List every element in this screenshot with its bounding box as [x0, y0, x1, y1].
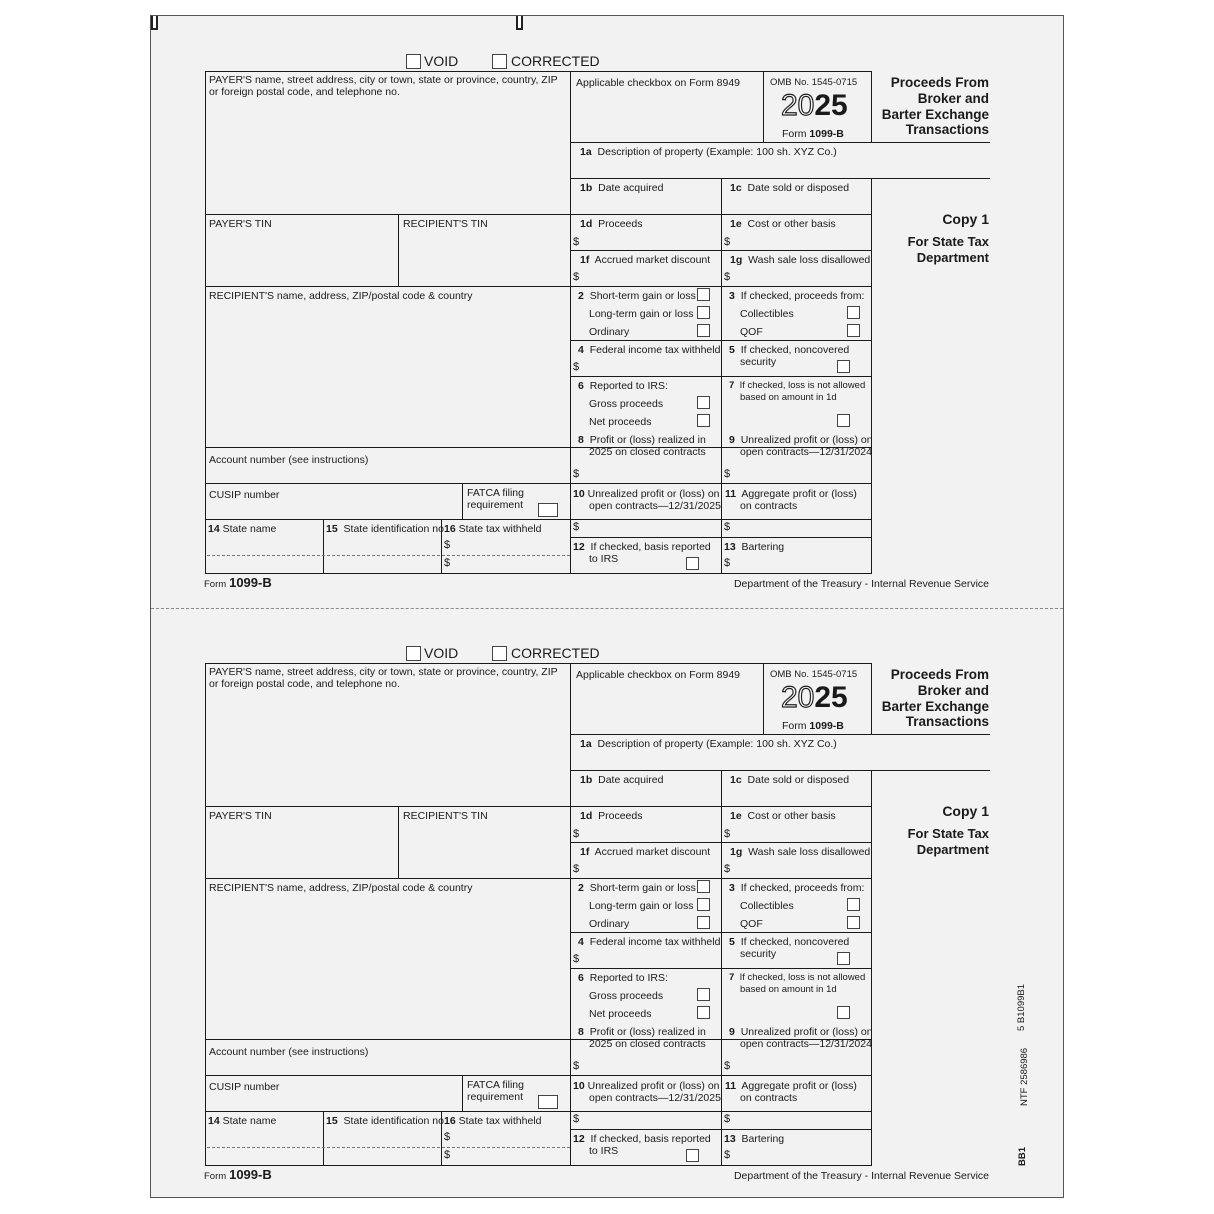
form-rule-line [205, 214, 872, 215]
form-title-3: Barter Exchange [881, 107, 989, 122]
fatca-label-2: requirement [467, 1091, 524, 1103]
form-rule-line [570, 842, 872, 843]
corrected-label: CORRECTED [511, 53, 600, 69]
form-rule-line [205, 286, 872, 287]
box-2-label: 2 Short-term gain or loss [578, 290, 696, 302]
box-3-label: 3 If checked, proceeds from: [729, 290, 865, 302]
box-5-label: 5 If checked, noncovered [729, 936, 850, 948]
box-8-label-2: 2025 on closed contracts [589, 1038, 706, 1050]
form-title-4: Transactions [905, 122, 989, 137]
box-4-label: 4 Federal income tax withheld [578, 936, 721, 948]
form-title-2: Broker and [917, 91, 989, 106]
qof-label: QOF [740, 918, 763, 930]
gross-proceeds-checkbox[interactable] [697, 396, 710, 409]
box-9-label-2: open contracts—12/31/2024 [740, 1038, 872, 1050]
box-16-dollar-1: $ [444, 1131, 451, 1143]
form-rule-line [398, 214, 399, 286]
collectibles-checkbox[interactable] [847, 306, 860, 319]
form-rule-line [205, 1075, 872, 1076]
box-16-label: 16 State tax withheld [444, 1115, 542, 1127]
side-code-primary: 5 B1099B1 [1016, 983, 1027, 1031]
box-10-dollar: $ [573, 521, 580, 533]
form-rule-line [205, 663, 570, 664]
form-rule-line [570, 537, 872, 538]
form-rule-line [205, 71, 570, 72]
box-1d-label: 1d Proceeds [580, 810, 643, 822]
form-rule-line [323, 1111, 324, 1166]
box-11-dollar: $ [724, 521, 731, 533]
box-12-label: 12 If checked, basis reported [573, 1133, 711, 1145]
box-1e-label: 1e Cost or other basis [730, 810, 836, 822]
form-copy-bottom [151, 608, 1065, 1188]
copy-label: Copy 1 [942, 803, 989, 819]
basis-reported-checkbox[interactable] [686, 1149, 699, 1162]
form-rule-line [570, 932, 872, 933]
box-6-label: 6 Reported to IRS: [578, 972, 668, 984]
box-10-label: 10 Unrealized profit or (loss) on [573, 488, 720, 500]
box-10-label-2: open contracts—12/31/2025 [589, 1092, 721, 1104]
copy-label: Copy 1 [942, 211, 989, 227]
box-1d-dollar: $ [573, 236, 580, 248]
form-rule-line [570, 770, 990, 771]
box-4-label: 4 Federal income tax withheld [578, 344, 721, 356]
form-rule-line [323, 519, 324, 574]
fatca-checkbox[interactable] [538, 1095, 558, 1109]
box-16-dollar-2: $ [444, 1149, 451, 1161]
box-12-label-2: to IRS [589, 553, 619, 565]
box-4-dollar: $ [573, 953, 580, 965]
box-5-label-2: security [740, 356, 777, 368]
box-7-label-2: based on amount in 1d [740, 984, 837, 995]
box-16-label: 16 State tax withheld [444, 523, 542, 535]
form-title-4: Transactions [905, 714, 989, 729]
form-rule-line [205, 483, 872, 484]
box-1a-label: 1a Description of property (Example: 100 sh. XYZ Co.) [580, 738, 837, 750]
collectibles-label: Collectibles [740, 308, 794, 320]
ordinary-label: Ordinary [589, 918, 630, 930]
box-13-dollar: $ [724, 1149, 731, 1161]
side-code-bb1: BB1 [1017, 1146, 1028, 1166]
box-12-label: 12 If checked, basis reported [573, 541, 711, 553]
short-term-checkbox[interactable] [697, 880, 710, 893]
form-title-1: Proceeds From [890, 667, 989, 682]
payer-name-label: PAYER'S name, street address, city or town, state or province, country, ZIP [209, 666, 558, 678]
qof-label: QOF [740, 326, 763, 338]
box-6-label: 6 Reported to IRS: [578, 380, 668, 392]
copy-description-2: Department [916, 842, 989, 857]
omb-number: OMB No. 1545-0715 [770, 77, 858, 88]
form-rule-line [570, 71, 571, 574]
qof-checkbox[interactable] [847, 324, 860, 337]
collectibles-label: Collectibles [740, 900, 794, 912]
box-8-label-2: 2025 on closed contracts [589, 446, 706, 458]
box-1g-dollar: $ [724, 271, 731, 283]
tax-year: 2025 [781, 89, 848, 122]
long-term-label: Long-term gain or loss [589, 308, 694, 320]
gross-proceeds-checkbox[interactable] [697, 988, 710, 1001]
box-9-label: 9 Unrealized profit or (loss) on [729, 1026, 873, 1038]
form-rule-line [570, 663, 571, 1166]
long-term-label: Long-term gain or loss [589, 900, 694, 912]
form-title-2: Broker and [917, 683, 989, 698]
form-rule-line [763, 71, 764, 143]
long-term-checkbox[interactable] [697, 898, 710, 911]
cusip-label: CUSIP number [209, 1081, 280, 1093]
footer-form-number: Form 1099-B [204, 575, 272, 590]
box-11-label-2: on contracts [740, 1092, 798, 1104]
box-8-dollar: $ [573, 468, 580, 480]
box-15-label: 15 State identification no. [326, 1115, 447, 1127]
footer-form-number: Form 1099-B [204, 1167, 272, 1182]
payer-name-label-2: or foreign postal code, and telephone no. [209, 86, 400, 98]
box-13-label: 13 Bartering [724, 541, 785, 553]
void-label: VOID [424, 645, 459, 661]
box-7-label: 7 If checked, loss is not allowed [729, 972, 866, 983]
account-number-label: Account number (see instructions) [209, 1046, 369, 1058]
basis-reported-checkbox[interactable] [686, 557, 699, 570]
state-divider-line [207, 1147, 570, 1148]
form-rule-line [871, 71, 872, 143]
box-13-dollar: $ [724, 557, 731, 569]
form-rule-line [462, 1075, 463, 1111]
net-proceeds-label: Net proceeds [589, 416, 652, 428]
ordinary-label: Ordinary [589, 326, 630, 338]
account-number-label: Account number (see instructions) [209, 454, 369, 466]
box-1d-label: 1d Proceeds [580, 218, 643, 230]
form-rule-line [205, 806, 872, 807]
ordinary-checkbox[interactable] [697, 324, 710, 337]
gross-proceeds-label: Gross proceeds [589, 990, 664, 1002]
form-rule-line [570, 71, 872, 72]
box-1e-dollar: $ [724, 236, 731, 248]
form-rule-line [570, 1129, 872, 1130]
fatca-checkbox[interactable] [538, 503, 558, 517]
box-8-label: 8 Profit or (loss) realized in [578, 1026, 706, 1038]
form-rule-line [570, 734, 990, 735]
box-1e-label: 1e Cost or other basis [730, 218, 836, 230]
form-rule-line [205, 878, 872, 879]
qof-checkbox[interactable] [847, 916, 860, 929]
box-1c-label: 1c Date sold or disposed [730, 182, 850, 194]
applicable-checkbox-label: Applicable checkbox on Form 8949 [576, 669, 741, 681]
net-proceeds-checkbox[interactable] [697, 414, 710, 427]
box-14-label: 14 State name [208, 1115, 277, 1127]
form-rule-line [570, 142, 990, 143]
form-rule-line [570, 178, 990, 179]
box-1g-label: 1g Wash sale loss disallowed [730, 846, 871, 858]
box-9-dollar: $ [724, 468, 731, 480]
copy-description-1: For State Tax [907, 826, 989, 841]
recipient-tin-label: RECIPIENT'S TIN [403, 810, 488, 822]
corrected-checkbox[interactable] [492, 54, 507, 69]
tax-year: 2025 [781, 681, 848, 714]
form-number-header: Form 1099-B [782, 128, 844, 140]
footer-department: Department of the Treasury - Internal Revenue Service [733, 578, 989, 590]
payer-tin-label: PAYER'S TIN [209, 218, 272, 230]
form-rule-line [205, 71, 206, 574]
loss-not-allowed-checkbox[interactable] [837, 414, 850, 427]
form-rule-line [570, 663, 872, 664]
form-rule-line [763, 663, 764, 735]
corrected-label: CORRECTED [511, 645, 600, 661]
box-1b-label: 1b Date acquired [580, 774, 664, 786]
box-9-dollar: $ [724, 1060, 731, 1072]
gross-proceeds-label: Gross proceeds [589, 398, 664, 410]
form-rule-line [462, 483, 463, 519]
net-proceeds-label: Net proceeds [589, 1008, 652, 1020]
void-label: VOID [424, 53, 459, 69]
form-rule-line [570, 250, 872, 251]
box-3-label: 3 If checked, proceeds from: [729, 882, 865, 894]
noncovered-checkbox[interactable] [837, 360, 850, 373]
form-rule-line [205, 1111, 872, 1112]
box-2-label: 2 Short-term gain or loss [578, 882, 696, 894]
box-5-label: 5 If checked, noncovered [729, 344, 850, 356]
recipient-name-label: RECIPIENT'S name, address, ZIP/postal code & country [209, 290, 473, 302]
box-8-dollar: $ [573, 1060, 580, 1072]
footer-department: Department of the Treasury - Internal Revenue Service [733, 1170, 989, 1182]
box-9-label: 9 Unrealized profit or (loss) on [729, 434, 873, 446]
box-8-label: 8 Profit or (loss) realized in [578, 434, 706, 446]
fatca-label: FATCA filing [467, 487, 524, 499]
form-number-header: Form 1099-B [782, 720, 844, 732]
side-code-ntf: NTF 2586986 [1019, 1047, 1030, 1106]
box-1e-dollar: $ [724, 828, 731, 840]
copy-description-1: For State Tax [907, 234, 989, 249]
form-title-1: Proceeds From [890, 75, 989, 90]
box-1f-dollar: $ [573, 271, 580, 283]
box-1g-label: 1g Wash sale loss disallowed [730, 254, 871, 266]
form-rule-line [570, 968, 872, 969]
box-1g-dollar: $ [724, 863, 731, 875]
box-13-label: 13 Bartering [724, 1133, 785, 1145]
box-9-label-2: open contracts—12/31/2024 [740, 446, 872, 458]
long-term-checkbox[interactable] [697, 306, 710, 319]
box-11-label: 11 Aggregate profit or (loss) [725, 1080, 857, 1092]
box-14-label: 14 State name [208, 523, 277, 535]
payer-tin-label: PAYER'S TIN [209, 810, 272, 822]
box-11-label-2: on contracts [740, 500, 798, 512]
omb-number: OMB No. 1545-0715 [770, 669, 858, 680]
box-1f-dollar: $ [573, 863, 580, 875]
form-copy-top [151, 16, 1065, 596]
short-term-checkbox[interactable] [697, 288, 710, 301]
form-title-3: Barter Exchange [881, 699, 989, 714]
form-rule-line [398, 806, 399, 878]
payer-name-label: PAYER'S name, street address, city or town, state or province, country, ZIP [209, 74, 558, 86]
form-rule-line [205, 1165, 872, 1166]
form-rule-line [570, 376, 872, 377]
applicable-checkbox-label: Applicable checkbox on Form 8949 [576, 77, 741, 89]
box-4-dollar: $ [573, 361, 580, 373]
box-10-label-2: open contracts—12/31/2025 [589, 500, 721, 512]
state-divider-line [207, 555, 570, 556]
form-rule-line [205, 663, 206, 1166]
form-rule-line [871, 663, 872, 735]
box-1a-label: 1a Description of property (Example: 100 sh. XYZ Co.) [580, 146, 837, 158]
box-5-label-2: security [740, 948, 777, 960]
fatca-label: FATCA filing [467, 1079, 524, 1091]
recipient-name-label: RECIPIENT'S name, address, ZIP/postal code & country [209, 882, 473, 894]
form-rule-line [205, 519, 872, 520]
box-1f-label: 1f Accrued market discount [580, 254, 711, 266]
void-checkbox[interactable] [406, 54, 421, 69]
form-rule-line [570, 340, 872, 341]
box-12-label-2: to IRS [589, 1145, 619, 1157]
box-7-label-2: based on amount in 1d [740, 392, 837, 403]
box-1c-label: 1c Date sold or disposed [730, 774, 850, 786]
collectibles-checkbox[interactable] [847, 898, 860, 911]
box-7-label: 7 If checked, loss is not allowed [729, 380, 866, 391]
form-rule-line [205, 573, 872, 574]
void-checkbox[interactable] [406, 646, 421, 661]
net-proceeds-checkbox[interactable] [697, 1006, 710, 1019]
form-sheet [150, 15, 1064, 1198]
recipient-tin-label: RECIPIENT'S TIN [403, 218, 488, 230]
loss-not-allowed-checkbox[interactable] [837, 1006, 850, 1019]
box-10-label: 10 Unrealized profit or (loss) on [573, 1080, 720, 1092]
box-16-dollar-1: $ [444, 539, 451, 551]
box-16-dollar-2: $ [444, 557, 451, 569]
copy-description-2: Department [916, 250, 989, 265]
box-1b-label: 1b Date acquired [580, 182, 664, 194]
corrected-checkbox[interactable] [492, 646, 507, 661]
box-15-label: 15 State identification no. [326, 523, 447, 535]
noncovered-checkbox[interactable] [837, 952, 850, 965]
payer-name-label-2: or foreign postal code, and telephone no. [209, 678, 400, 690]
box-11-dollar: $ [724, 1113, 731, 1125]
fatca-label-2: requirement [467, 499, 524, 511]
box-1d-dollar: $ [573, 828, 580, 840]
box-1f-label: 1f Accrued market discount [580, 846, 711, 858]
ordinary-checkbox[interactable] [697, 916, 710, 929]
box-10-dollar: $ [573, 1113, 580, 1125]
cusip-label: CUSIP number [209, 489, 280, 501]
box-11-label: 11 Aggregate profit or (loss) [725, 488, 857, 500]
